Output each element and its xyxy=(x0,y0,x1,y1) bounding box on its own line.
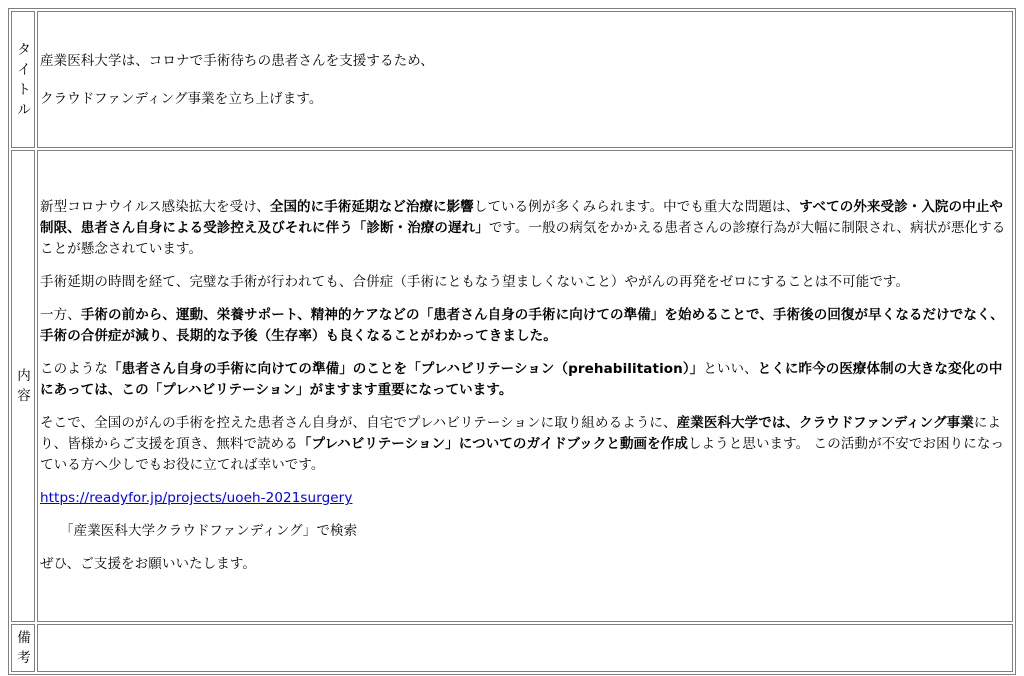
notes-row xyxy=(11,624,1013,672)
text-run: により、皆様からご支援を頂き、無料で読める xyxy=(40,415,1002,452)
title-cell xyxy=(37,11,1013,148)
closing-line: ぜひ、ご支援をお願いいたします。 xyxy=(40,556,256,572)
notes-label-char: 考 xyxy=(17,650,31,666)
notes-cell xyxy=(37,624,1013,672)
title-line: クラウドファンディング事業を立ち上げます。 xyxy=(40,90,323,107)
project-link[interactable]: https://readyfor.jp/projects/uoeh-2021surgery xyxy=(40,490,353,506)
emphasis-run: 全国的に手術延期など治療に影響 xyxy=(269,199,474,215)
emphasis-run: 手術の前から、運動、栄養サポート、精神的ケアなどの「患者さん自身の手術に向けての準備」を始めることで、手術後の回復が早くなるだけでなく、手術の合併症が減り、長期的な予後（生存率）も良くなることがわかってきました。 xyxy=(40,307,1004,344)
emphasis-run: 「患者さん自身の手術に向けての準備」のことを「プレハビリテーション（prehabilitation）」 xyxy=(108,361,704,377)
title-label-char: イ xyxy=(17,61,31,78)
link-paragraph xyxy=(40,488,1012,509)
text-run: している例が多くみられます。中でも重大な問題は、 xyxy=(473,199,800,215)
content-paragraph-3 xyxy=(40,305,1012,347)
content-cell xyxy=(37,150,1013,622)
text-run: このような xyxy=(40,361,108,377)
content-paragraph-2: 手術延期の時間を経て、完璧な手術が行われても、合併症（手術にともなう望ましくないこと）やがんの再発をゼロにすることは不可能です。 xyxy=(40,274,910,290)
content-label-char: 容 xyxy=(17,388,31,404)
text-run: です。一般の病気をかかえる患者さんの診療行為が大幅に制限され、病状が悪化することが懸念されています。 xyxy=(40,220,1006,257)
emphasis-run: とくに昨今の医療体制の大きな変化の中にあっては、この「プレハビリテーション」がますます重要になっています。 xyxy=(40,361,1003,398)
title-label-char: ル xyxy=(17,101,31,118)
content-paragraph-1 xyxy=(40,197,1012,260)
content-label-char: 内 xyxy=(17,368,31,384)
title-label-char: タ xyxy=(17,41,31,58)
search-hint: 「産業医科大学クラウドファンディング」で検索 xyxy=(60,523,358,539)
text-run: といい、 xyxy=(703,361,758,377)
emphasis-run: すべての外来受診・入院の中止や制限、患者さん自身による受診控え及びそれに伴う「診断・治療の遅れ」 xyxy=(40,199,1003,236)
text-run: そこで、全国のがんの手術を控えた患者さん自身が、自宅でプレハビリテーションに取り組めるように、 xyxy=(40,415,677,431)
text-run: 新型コロナウイルス感染拡大を受け、 xyxy=(40,199,270,215)
content-paragraph-5 xyxy=(40,413,1012,476)
title-header-cell xyxy=(11,11,35,148)
emphasis-run: 産業医科大学では、クラウドファンディング事業 xyxy=(676,415,974,431)
title-row xyxy=(11,11,1013,148)
title-line: 産業医科大学は、コロナで手術待ちの患者さんを支援するため、 xyxy=(40,52,434,69)
text-run: 一方、 xyxy=(40,307,81,323)
content-paragraph-4 xyxy=(40,359,1012,401)
emphasis-run: 「プレハビリテーション」についてのガイドブックと動画を作成 xyxy=(297,436,688,452)
title-label-char: ト xyxy=(17,81,31,98)
text-run: しようと思います。 この活動が不安でお困りになっている方へ少しでもお役に立てれば幸いです。 xyxy=(40,436,1005,473)
notes-label-char: 備 xyxy=(17,630,31,646)
info-table xyxy=(8,8,1016,675)
content-row xyxy=(11,150,1013,622)
content-header-cell xyxy=(11,150,35,622)
notes-header-cell xyxy=(11,624,35,672)
